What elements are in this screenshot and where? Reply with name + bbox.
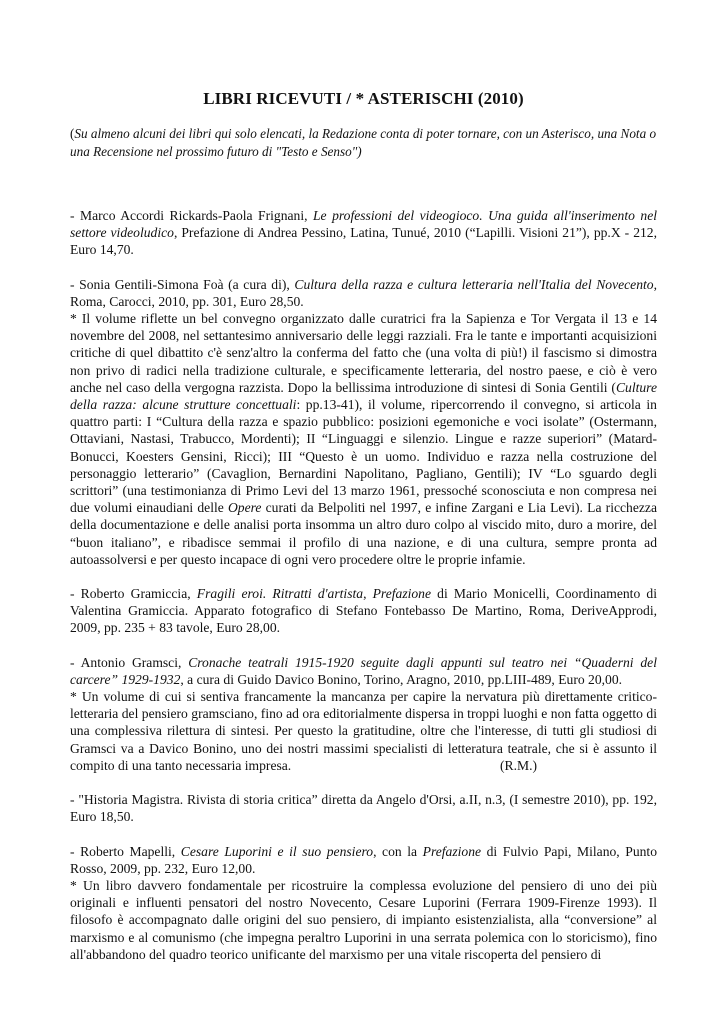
note-text: * Il volume riflette un bel convegno organizzato dalle curatrici fra la Sapienza e Tor Vergata il 13 e 14 novembre del 2008, nel settantesimo anniversario delle leggi razziali. Fra le tante e importanti acquisizioni critiche di quel dibattito c'è senz'altro la conferma del fatto che (una volta di più!) il fascismo si dimostra non privo di radici nella tradizione culturale, e specificamente letteraria, del nostro paese, e ciò è vero anche nel caso della vergogna razzista. Dopo la bellissima introduzione di sintesi di Sonia Gentili ( [70,311,657,395]
citation-preface: Prefazione [422,843,482,859]
book-entry-mapelli [70,843,657,963]
note-text: * Un volume di cui si sentiva francamente la mancanza per capire la nervatura più direttamente critico-letteraria del pensiero gramsciano, fino ad ora editorialmente dispersa in troppi luoghi e non fatta oggetto di una complessiva rilettura di sintesi. Per questo la gratitudine, oltre che l'interesse, di tutti gli studiosi di Gramsci va a Davico Bonino, uno dei nostri massimi specialisti di letteratura teatrale, che si è assunto il compito di una tanto necessaria impresa. [70,689,657,773]
note-italic-title: Culture della razza: alcune strutture concettuali [70,379,657,413]
citation-title: Cesare Luporini e il suo pensiero [180,843,374,859]
book-entry-historia-magistra [70,791,657,825]
book-citation [70,843,657,877]
citation-details: , a cura di Guido Davico Bonino, Torino, Aragno, 2010, pp.LIII-489, Euro 20,00. [180,671,623,687]
note-text: : pp.13-41), il volume, ripercorrendo il convegno, si articola in quattro parti: I “Cultura della razza e spazio pubblico: posizioni egemoniche e voci isolate” (Ostermann, Ottaviani, Nastasi, Trabucco, Mordenti); II “Linguaggi e silenzio. Lingue e razze superiori” (Matard-Bonucci, Koesters Gensini, Ricci); III “Questo è un uomo. Individuo e razza nella costruzione del personaggio letterario” (Cavaglion, Bernardini Napolitano, Pagliano, Gentili); IV “Lo sguardo degli scrittori” (una testimonianza di Primo Levi del 13 marzo 1961, pressoché sconosciuta e non compresa nei due volumi einaudiani delle [70,397,657,516]
intro-text: Su almeno alcuni dei libri qui solo elencati, la Redazione conta di poter tornare, con un Asterisco, una Nota o una Recensione nel prossimo futuro di "Testo e Senso") [70,126,657,159]
book-citation [70,207,657,259]
citation-preface: Prefazione [372,586,432,602]
book-citation [70,654,657,688]
book-entry-gramiccia [70,585,657,637]
citation-title: Cronache teatrali 1915-1920 seguite dagli appunti sul teatro nei “Quaderni del carcere” 1929-1932 [70,654,657,687]
citation-details: , con la [373,843,423,859]
citation-authors: - Roberto Mapelli, [70,843,181,859]
citation-title: Cultura della razza e cultura letteraria nell'Italia del Novecento [294,276,654,292]
page-title: LIBRI RICEVUTI / * ASTERISCHI (2010) [203,89,524,108]
citation-title: Fragili eroi. Ritratti d'artista [196,586,364,602]
citation-details: di Fulvio Papi, Milano, Punto Rosso, 2009, pp. 232, Euro 12,00. [70,843,657,876]
note-text: curati da Belpoliti nel 1997, e infine Zargani e Lia Levi). La ricchezza della documentazione e delle analisi porta insomma un altro duro colpo al viscido mito, duro a morire, del “buon italiano”, e ribadisce semmai il profilo di una nazione, e di una cultura, sempre pronta ad autoassolversi e per questo incapace di ogni vero procedere oltre le proprie infamie. [70,500,657,567]
intro-paren: ( [70,126,75,141]
book-citation [70,276,657,310]
book-entry-accordi [70,207,657,259]
citation-title: Le professioni del videogioco. Una guida all'inserimento nel settore videoludico [70,208,657,241]
book-entry-gramsci [70,654,657,774]
citation-details: di Mario Monicelli, Coordinamento di Valentina Gramiccia. Apparato fotografico di Stefano Fontebasso De Martino, Roma, DeriveApprodi, 2009, pp. 235 + 83 tavole, Euro 28,00. [70,586,657,636]
note-signature: (R.M.) [499,757,537,773]
book-citation [70,585,657,637]
citation-authors: - Roberto Gramiccia, [70,586,197,602]
book-entry-gentili [70,276,657,568]
citation-authors: - Antonio Gramsci, [70,654,189,670]
note-italic-title: Opere [227,500,262,516]
citation-details: , [363,586,373,602]
book-note: * Un libro davvero fondamentale per ricostruire la complessa evoluzione del pensiero di uno dei più originali e influenti pensatori del nostro Novecento, Cesare Luporini (Ferrara 1909-Firenze 1993). Il filosofo è accompagnato dalle origini del suo pensiero, di impianto esistenzialista, alla “conversione” al marxismo e al comunismo (che impegna peraltro Luporini in una serrata polemica con lo storicismo), fino all'abbandono del quadro teorico unificante del marxismo per una vitale riscoperta del pensiero di [70,877,657,962]
citation-details: , Prefazione di Andrea Pessino, Latina, Tunué, 2010 (“Lapilli. Visioni 21”), pp.X - 212, Euro 14,70. [70,225,657,258]
book-list [70,207,657,980]
book-citation: - "Historia Magistra. Rivista di storia critica” diretta da Angelo d'Orsi, a.II, n.3, (I semestre 2010), pp. 192, Euro 18,50. [70,792,657,825]
intro-note [70,125,657,161]
citation-authors: - Sonia Gentili-Simona Foà (a cura di), [70,276,295,292]
book-note [70,688,657,774]
book-note [70,310,657,568]
citation-details: , Roma, Carocci, 2010, pp. 301, Euro 28,50. [70,276,657,309]
citation-authors: - Marco Accordi Rickards-Paola Frignani, [70,208,313,223]
